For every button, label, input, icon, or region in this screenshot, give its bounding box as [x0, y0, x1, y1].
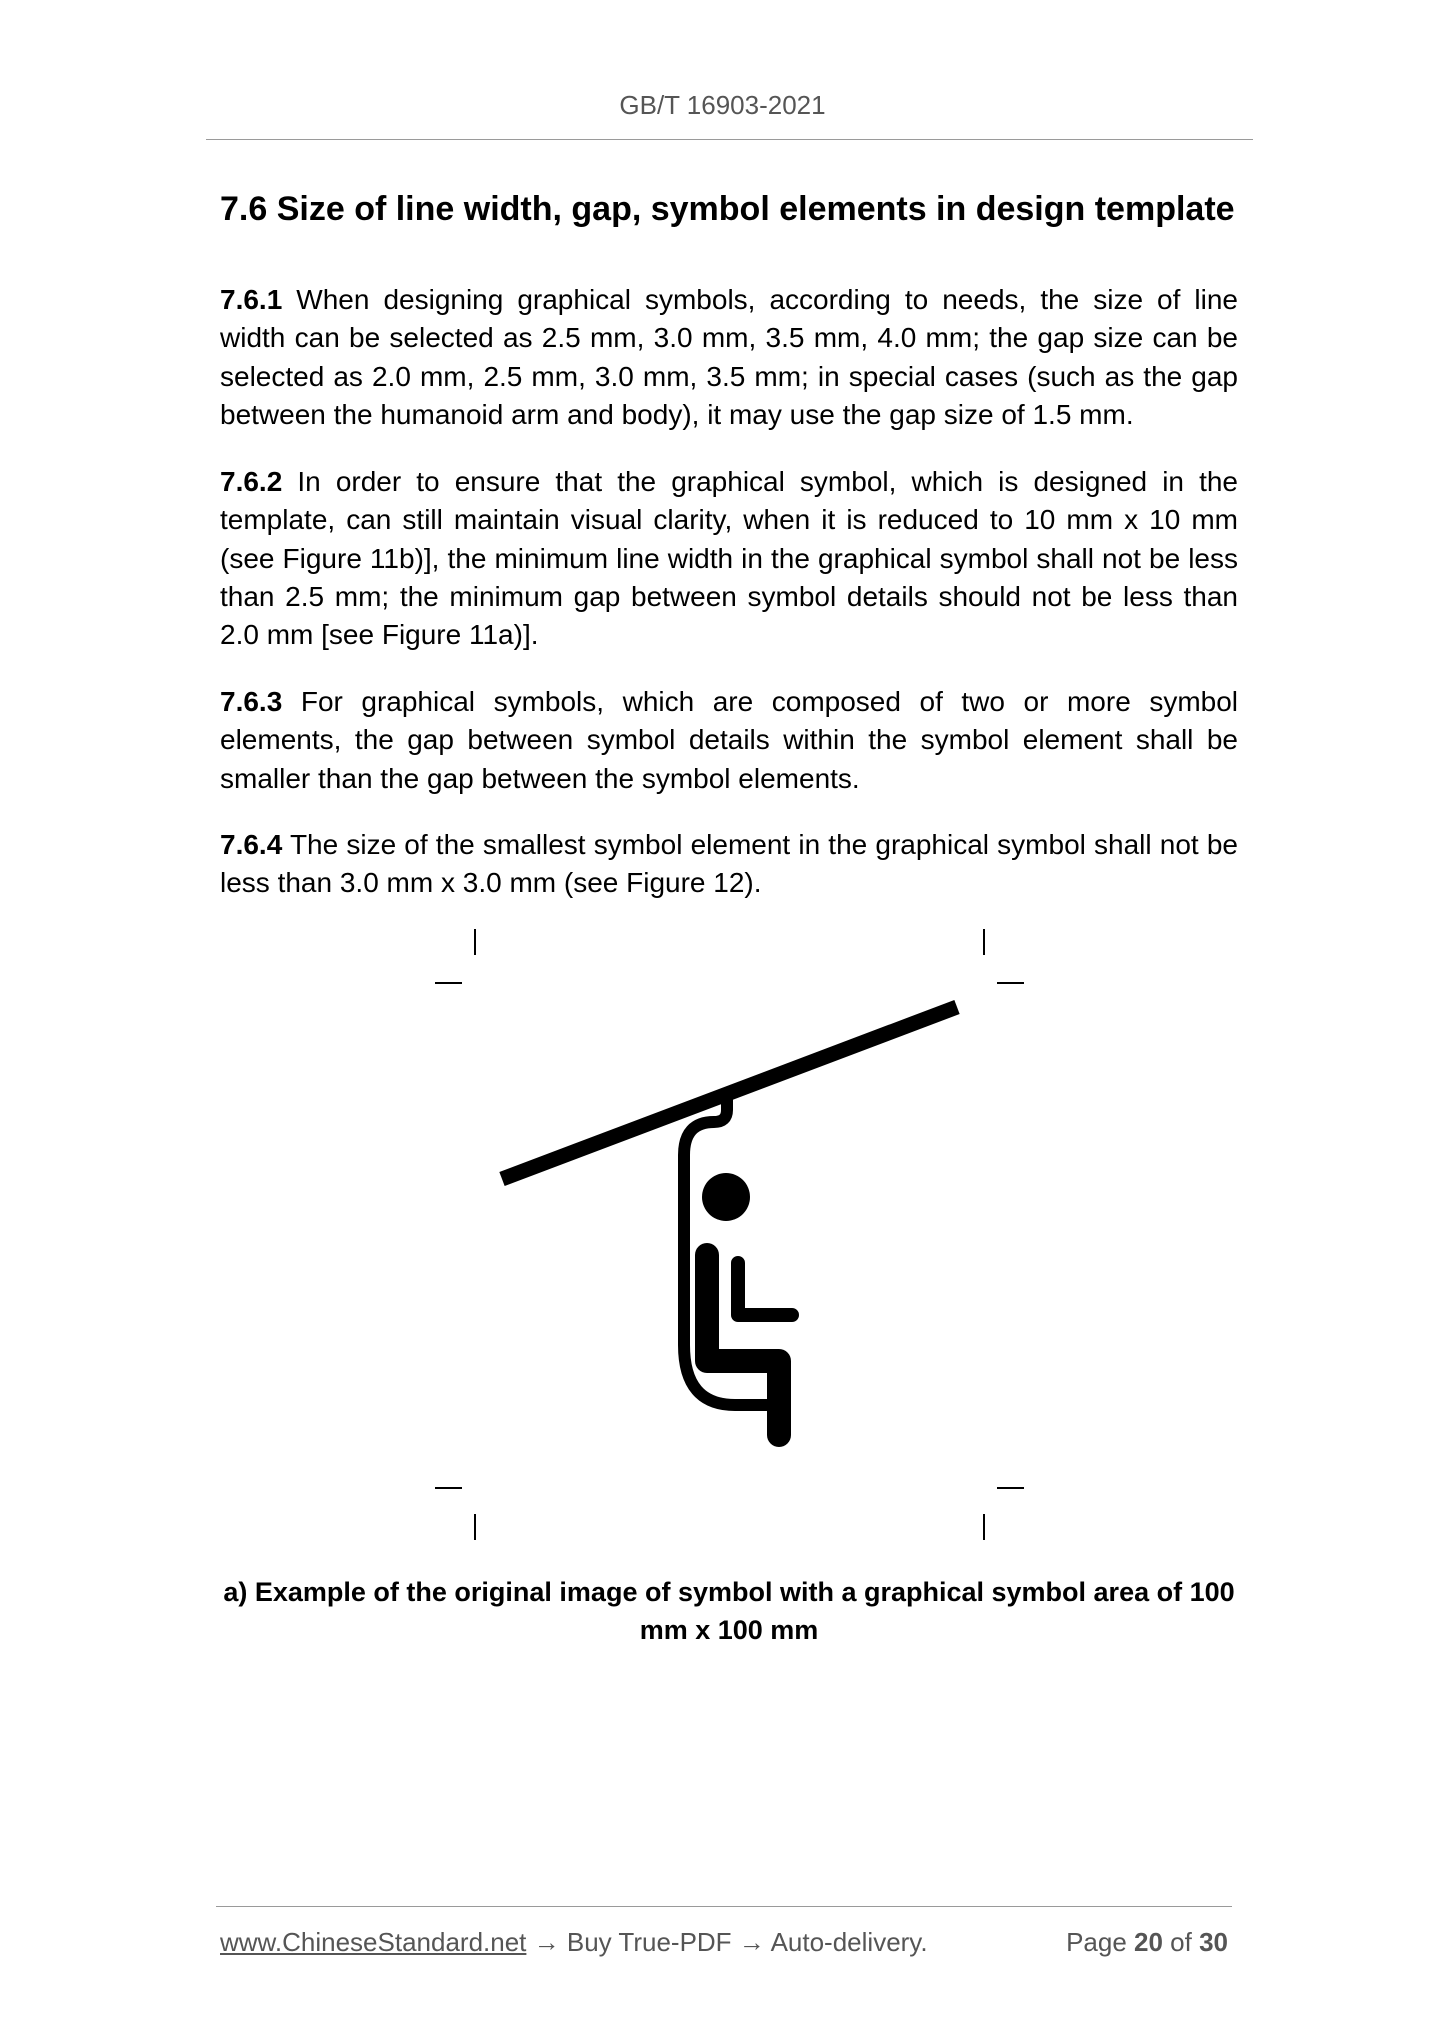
figure-caption: a) Example of the original image of symbol with a graphical symbol area of 100 mm x 100 mm: [223, 1577, 1235, 1645]
clause-text: The size of the smallest symbol element in the graphical symbol shall not be less than 3.0 mm x 3.0 mm (see Figure 12).: [220, 829, 1238, 899]
section-heading: 7.6 Size of line width, gap, symbol elements in design template: [220, 190, 1235, 228]
clause-7-6-2: [220, 463, 1238, 654]
person-arm: [738, 1263, 792, 1315]
clause-number: 7.6.1: [220, 284, 283, 315]
clause-number: 7.6.4: [220, 829, 283, 860]
chairlift-symbol-figure: [420, 925, 1040, 1545]
page-label: Page: [1066, 1927, 1135, 1957]
clause-7-6-4: [220, 826, 1238, 903]
page-header: GB/T 16903-2021: [619, 90, 826, 120]
person-head: [702, 1173, 750, 1221]
page-number: [1066, 1927, 1228, 1958]
clause-text: When designing graphical symbols, according to needs, the size of line width can be selected as 2.5 mm, 3.0 mm, 3.5 mm, 4.0 mm; the gap size can be selected as 2.0 mm, 2.5 mm, 3.0 mm, 3.5 mm; in special cases (such as the gap between the humanoid arm and body), it may use the gap size of 1.5 mm.: [220, 284, 1239, 430]
cable-line: [502, 1007, 957, 1179]
promo-text: → Buy True-PDF → Auto-delivery.: [526, 1927, 928, 1957]
clause-7-6-3: [220, 683, 1238, 798]
clause-7-6-1: [220, 281, 1238, 434]
clause-number: 7.6.2: [220, 466, 283, 497]
footer-divider: [216, 1906, 1232, 1907]
page-current: 20: [1134, 1927, 1163, 1957]
clause-number: 7.6.3: [220, 686, 283, 717]
site-link[interactable]: www.ChineseStandard.net: [220, 1927, 527, 1957]
clause-text: For graphical symbols, which are composed of two or more symbol elements, the gap between symbol details within the symbol element shall be smaller than the gap between the symbol elements.: [220, 686, 1239, 794]
footer-promo: [220, 1927, 928, 1958]
header-divider: [206, 139, 1253, 140]
clause-text: In order to ensure that the graphical symbol, which is designed in the template, can still maintain visual clarity, when it is reduced to 10 mm x 10 mm (see Figure 11b)], the minimum line width in the graphical symbol shall not be less than 2.5 mm; the minimum gap between symbol details should not be less than 2.0 mm [see Figure 11a)].: [220, 466, 1239, 651]
chairlift-icon: [502, 1007, 957, 1435]
page-total: 30: [1199, 1927, 1228, 1957]
page-of: of: [1162, 1927, 1200, 1957]
